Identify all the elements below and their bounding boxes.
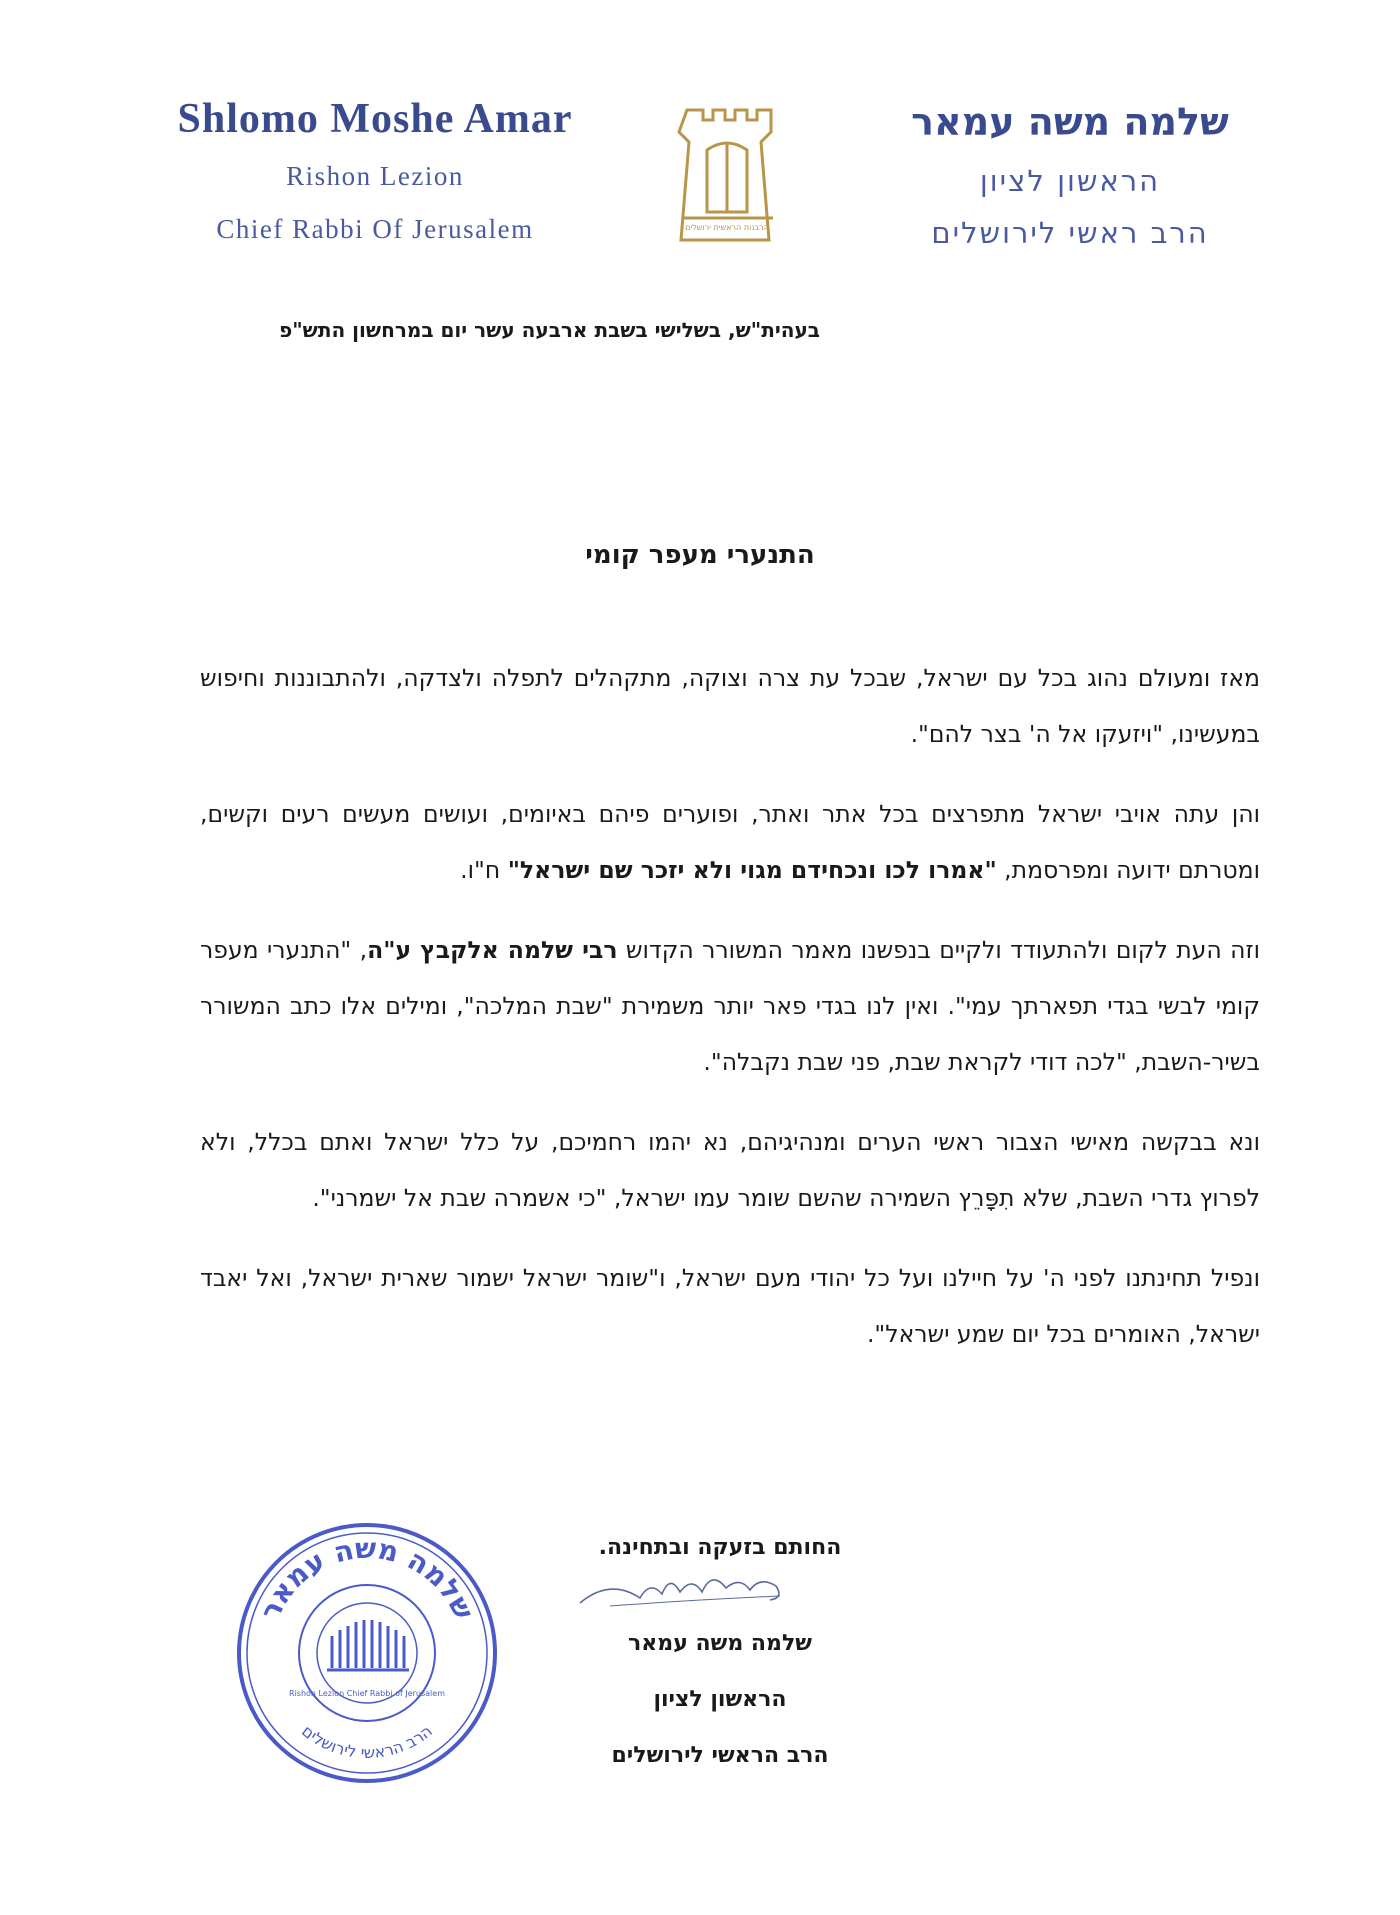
- paragraph-3: [200, 922, 1260, 1090]
- letterhead-name-english: Shlomo Moshe Amar: [177, 96, 573, 142]
- svg-text:Rishon Lezion Chief Rabbi of J: Rishon Lezion Chief Rabbi of Jerusalem: [289, 1689, 445, 1698]
- letter-body: [200, 650, 1260, 1386]
- paragraph-5: [200, 1250, 1260, 1362]
- handwritten-signature: [570, 1568, 810, 1618]
- letter-heading: התנערי מעפר קומי: [585, 540, 815, 570]
- signature-block: [560, 1520, 880, 1784]
- date-line: בעהית"ש, בשלישי בשבת ארבעה עשר יום במרחשון התש"פ: [279, 318, 820, 342]
- paragraph-4: [200, 1114, 1260, 1226]
- paragraph-4-text: ונא בבקשה מאישי הצבור ראשי הערים ומנהיגיהם, נא יהמו רחמיכם, על כלל ישראל ואתם בכלל, ולא לפרוץ גדרי השבת, שלא תִפָּרֵץ השמירה שהשם שומר עמו ישראל, "כי אשמרה שבת אל ישמרני".: [200, 1128, 1260, 1212]
- signatory-title-2: הרב הראשי לירושלים: [611, 1743, 829, 1768]
- paragraph-2-text: והן עתה אויבי ישראל מתפרצים בכל אתר ואתר, ופוערים פיהם באיומים, ועושים מעשים רעים וקשים, ומטרתם ידועה ומפרסמת,: [200, 800, 1260, 884]
- letterhead-title-hebrew-1: הראשון לציון: [979, 164, 1161, 198]
- letterhead-hebrew: [870, 100, 1270, 268]
- closing-line: החותם בזעקה ובתחינה.: [598, 1535, 842, 1560]
- rabbinical-stamp-icon: [232, 1518, 502, 1788]
- letterhead-english: [150, 95, 600, 267]
- paragraph-2-quote: "אמרו לכו ונכחידם מגוי ולא יזכר שם ישראל": [507, 856, 997, 884]
- signatory-title-1: הראשון לציון: [653, 1687, 787, 1712]
- signatory-name: שלמה משה עמאר: [628, 1631, 812, 1656]
- letterhead-name-hebrew: שלמה משה עמאר: [911, 100, 1229, 144]
- paragraph-2: [200, 786, 1260, 898]
- paragraph-2-text-end: ח"ו.: [460, 856, 508, 884]
- letterhead-title-hebrew-2: הרב ראשי לירושלים: [931, 216, 1209, 250]
- paragraph-5-text: ונפיל תחינתנו לפני ה' על חיילנו ועל כל יהודי מעם ישראל, ו"שומר ישראל ישמור שארית ישראל, ואל יאבד ישראל, האומרים בכל יום שמע ישראל".: [200, 1264, 1260, 1348]
- stamp-hebrew-arc: שלמה משה עמאר: [253, 1531, 481, 1625]
- paragraph-3-rabbi-name: רבי שלמה אלקבץ ע"ה: [367, 936, 618, 964]
- paragraph-1-text: מאז ומעולם נהוג בכל עם ישראל, שבכל עת צרה וצוקה, מתקהלים לתפלה ולצדקה, ולהתבוננות וחיפוש במעשינו, "ויזעקו אל ה' בצר להם".: [200, 664, 1260, 748]
- paragraph-3-text-end: , "התנערי מעפר קומי לבשי בגדי תפארתך עמי". ואין לנו בגדי פאר יותר משמירת "שבת המלכה", ומילים אלו כתב המשורר בשיר-השבת, "לכה דודי לקראת שבת, פני שבת נקבלה".: [200, 936, 1260, 1076]
- letterhead-title-english-2: Chief Rabbi Of Jerusalem: [216, 214, 534, 244]
- stamp-bottom-arc: הרב הראשי לירושלים: [298, 1721, 436, 1763]
- paragraph-3-text: וזה העת לקום ולהתעודד ולקיים בנפשנו מאמר המשורר הקדוש: [617, 936, 1260, 964]
- tower-tablets-emblem-icon: [665, 100, 790, 250]
- letterhead-title-english-1: Rishon Lezion: [286, 161, 464, 191]
- emblem-caption: הרבנות הראשית ירושלים: [685, 223, 769, 232]
- paragraph-1: [200, 650, 1260, 762]
